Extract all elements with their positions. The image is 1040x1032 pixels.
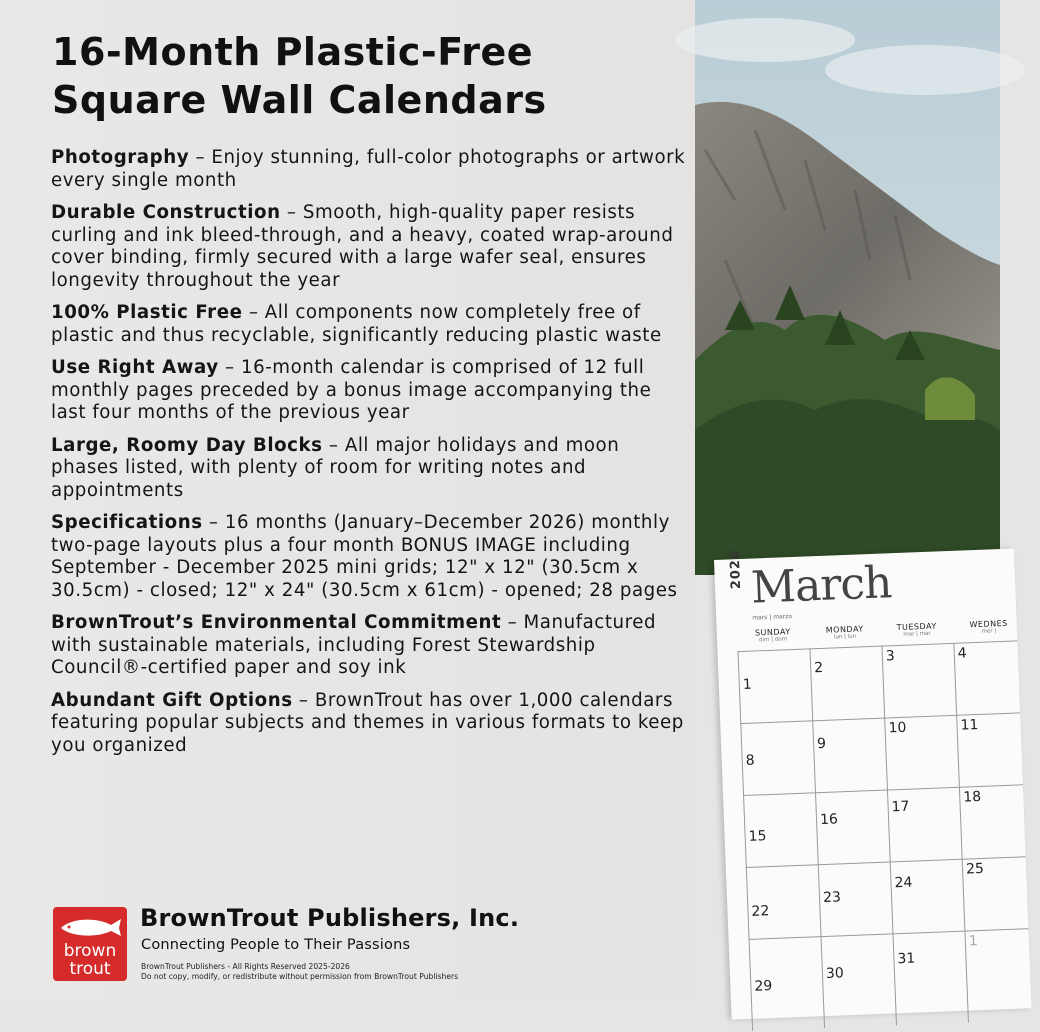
feature-durable-construction — [51, 202, 691, 292]
day-name: WEDNES — [969, 618, 1008, 630]
feature-text: – 16 months (January–December 2026) monthly two-page layouts plus a four month BONUS IMAGE including September - December 2025 mini grids; 12" x 12" (30.5cm x 30.5cm) - closed; 12" x 24" (30.5cm x 61cm) - opened; 28 pages — [51, 512, 678, 601]
feature-specifications — [51, 512, 691, 602]
feature-text: – All major holidays and moon phases listed, with plenty of room for writing notes and appointments — [51, 434, 620, 501]
feature-heading: BrownTrout’s Environmental Commitment — [51, 612, 502, 633]
logo-word-brown: brown — [63, 941, 117, 961]
feature-environmental-commitment — [51, 612, 691, 680]
day-name: MONDAY — [825, 624, 864, 635]
feature-heading: 100% Plastic Free — [51, 302, 243, 323]
grid-line — [953, 643, 969, 1023]
publisher-name: BrownTrout Publishers, Inc. — [140, 904, 520, 932]
date-cell: 8 — [745, 752, 755, 769]
feature-text: – All components now completely free of plastic and thus recyclable, significantly reducing plastic waste — [51, 302, 662, 346]
date-cell: 22 — [751, 903, 770, 920]
date-cell: 25 — [965, 860, 985, 878]
day-translation: dim | dom — [759, 636, 788, 644]
day-name: SUNDAY — [754, 627, 791, 638]
publisher-tagline: Connecting People to Their Passions — [141, 937, 411, 953]
copyright-line-1: BrownTrout Publishers - All Rights Reserved 2025-2026 — [141, 962, 350, 971]
date-cell: 3 — [885, 648, 896, 665]
title-line-1: 16-Month Plastic-Free — [52, 30, 534, 74]
feature-heading: Photography — [51, 147, 190, 168]
date-cell: 15 — [748, 828, 767, 845]
feature-heading: Use Right Away — [51, 357, 219, 378]
calendar-month: March — [750, 557, 893, 614]
logo-word-trout: trout — [69, 959, 111, 979]
date-cell: 24 — [894, 874, 913, 892]
feature-heading: Durable Construction — [51, 202, 281, 223]
date-cell: 29 — [754, 978, 773, 995]
date-cell: 17 — [891, 798, 910, 816]
calendar-year: 2026 — [727, 548, 745, 590]
day-header-wednesday — [953, 618, 1026, 641]
date-cell: 11 — [960, 716, 979, 734]
date-cell: 10 — [888, 719, 907, 737]
copyright-line-2: Do not copy, modify, or redistribute without permission from BrownTrout Publishers — [141, 972, 459, 981]
page-title — [52, 28, 682, 124]
grid-line — [809, 648, 825, 1028]
feature-text: – Enjoy stunning, full-color photographs or artwork every single month — [51, 147, 686, 191]
calendar-page — [714, 548, 1031, 1019]
date-cell: 1 — [742, 676, 753, 693]
day-translation: mar | mar — [903, 630, 931, 638]
day-header-sunday — [737, 626, 810, 649]
date-cell: 16 — [819, 811, 839, 829]
feature-text: – 16-month calendar is comprised of 12 full monthly pages preceded by a bonus image accompanying the last four months of the previous year — [51, 357, 652, 423]
date-cell: 30 — [825, 965, 845, 983]
day-header-monday — [809, 624, 882, 647]
day-translation: mer | — [981, 628, 997, 635]
date-cell: 18 — [962, 788, 982, 806]
feature-photography — [51, 147, 691, 192]
feature-text: – Smooth, high-quality paper resists curling and ink bleed-through, and a heavy, coated wrap-around cover binding, firmly secured with a large wafer seal, ensures longevity throughout the year — [51, 202, 674, 291]
trout-fish-icon — [53, 911, 127, 941]
feature-day-blocks — [51, 435, 691, 503]
feature-gift-options — [51, 690, 691, 758]
grid-line — [881, 646, 897, 1026]
feature-heading: Abundant Gift Options — [51, 689, 293, 711]
publisher-copyright — [141, 962, 458, 982]
date-cell: 9 — [816, 735, 827, 753]
day-name: TUESDAY — [896, 621, 937, 633]
title-line-2: Square Wall Calendars — [52, 78, 547, 122]
date-cell: 4 — [957, 645, 967, 662]
feature-list — [51, 147, 691, 767]
date-cell: 23 — [822, 889, 842, 907]
feature-text: – BrownTrout has over 1,000 calendars featuring popular subjects and themes in various formats to keep you organized — [51, 689, 684, 756]
calendar-month-translation: mars | marzo — [752, 613, 793, 622]
day-translation: lun | lun — [833, 633, 857, 641]
feature-text: – Manufactured with sustainable materials, including Forest Stewardship Council®-certified paper and soy ink — [51, 612, 657, 678]
feature-heading: Large, Roomy Day Blocks — [51, 434, 323, 456]
feature-use-right-away — [51, 357, 691, 425]
feature-plastic-free — [51, 302, 691, 347]
day-header-tuesday — [881, 621, 954, 644]
date-cell-next-month: 1 — [968, 933, 979, 950]
date-cell: 31 — [897, 950, 916, 968]
date-cell: 2 — [813, 659, 824, 677]
feature-heading: Specifications — [51, 512, 203, 533]
calendar-photo-mountain — [695, 0, 1000, 575]
browntrout-logo — [53, 907, 127, 981]
grid-line — [749, 928, 1029, 940]
